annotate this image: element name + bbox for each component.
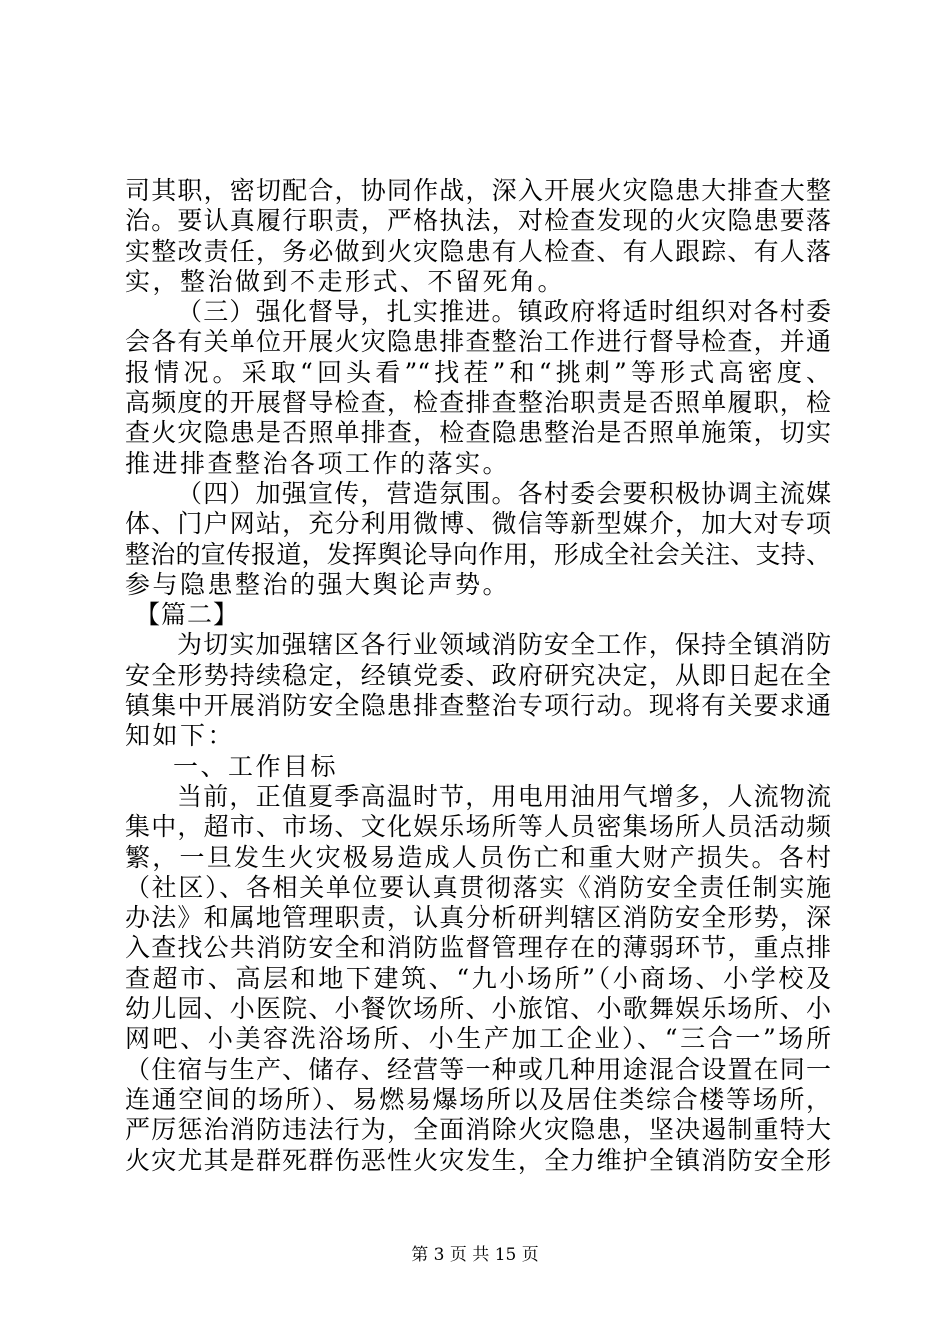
page-footer: 第 3 页 共 15 页 [411, 1245, 539, 1265]
text-line: 参与隐患整治的强大舆论声势。 [125, 569, 511, 599]
text-line: 镇集中开展消防安全隐患排查整治专项行动。现将有关要求通 [125, 691, 831, 721]
text-line: 查火灾隐患是否照单排查，检查隐患整治是否照单施策，切实 [125, 418, 831, 448]
text-line: 治。要认真履行职责，严格执法，对检查发现的火灾隐患要落 [125, 206, 831, 236]
text-line: 连通空间的场所）、易燃易爆场所以及居住类综合楼等场所， [125, 1084, 831, 1114]
text-line: 整治的宣传报道，发挥舆论导向作用，形成全社会关注、支持、 [125, 539, 831, 569]
text-line: （住宿与生产、储存、经营等一种或几种用途混合设置在同一 [125, 1054, 831, 1084]
text-line: 体、门户网站，充分利用微博、微信等新型媒介，加大对专项 [125, 509, 831, 539]
text-line: 司其职，密切配合，协同作战，深入开展火灾隐患大排查大整 [125, 176, 831, 205]
section-heading: 【篇二】 [135, 600, 240, 630]
text-line: （三）强化督导，扎实推进。镇政府将适时组织对各村委 [177, 297, 831, 327]
text-line: 高频度的开展督导检查，检查排查整治职责是否照单履职，检 [125, 388, 831, 418]
text-line: 办法》和属地管理职责，认真分析研判辖区消防安全形势，深 [125, 903, 831, 933]
text-line: 入查找公共消防安全和消防监督管理存在的薄弱环节，重点排 [125, 933, 831, 963]
text-line: 网吧、小美容洗浴场所、小生产加工企业）、“三合一”场所 [125, 1024, 831, 1054]
text-line: 知如下： [125, 721, 236, 751]
text-line: 一、工作目标 [173, 751, 339, 781]
text-line: 会各有关单位开展火灾隐患排查整治工作进行督导检查，并通 [125, 327, 831, 357]
text-line: 为切实加强辖区各行业领域消防安全工作，保持全镇消防 [177, 630, 831, 660]
text-line: 安全形势持续稳定，经镇党委、政府研究决定，从即日起在全 [125, 660, 831, 690]
text-line: 严厉惩治消防违法行为，全面消除火灾隐患，坚决遏制重特大 [125, 1115, 831, 1145]
text-line: 查超市、高层和地下建筑、“九小场所”（小商场、小学校及 [125, 963, 831, 993]
document-body [125, 176, 831, 1176]
text-line: 实，整治做到不走形式、不留死角。 [125, 266, 566, 296]
text-line: 火灾尤其是群死群伤恶性火灾发生，全力维护全镇消防安全形 [125, 1145, 831, 1175]
text-line: 实整改责任，务必做到火灾隐患有人检查、有人跟踪、有人落 [125, 236, 831, 266]
text-line: （四）加强宣传，营造氛围。各村委会要积极协调主流媒 [177, 478, 831, 508]
text-line: 推进排查整治各项工作的落实。 [125, 448, 511, 478]
text-line: 当前，正值夏季高温时节，用电用油用气增多，人流物流 [177, 781, 831, 811]
text-line: 繁，一旦发生火灾极易造成人员伤亡和重大财产损失。各村 [125, 842, 831, 872]
text-line: （社区）、各相关单位要认真贯彻落实《消防安全责任制实施 [125, 872, 831, 902]
text-line: 报情况。采取“回头看”“找茬”和“挑刺”等形式高密度、 [125, 357, 831, 387]
text-line: 集中，超市、市场、文化娱乐场所等人员密集场所人员活动频 [125, 812, 831, 842]
text-line: 幼儿园、小医院、小餐饮场所、小旅馆、小歌舞娱乐场所、小 [125, 994, 831, 1024]
